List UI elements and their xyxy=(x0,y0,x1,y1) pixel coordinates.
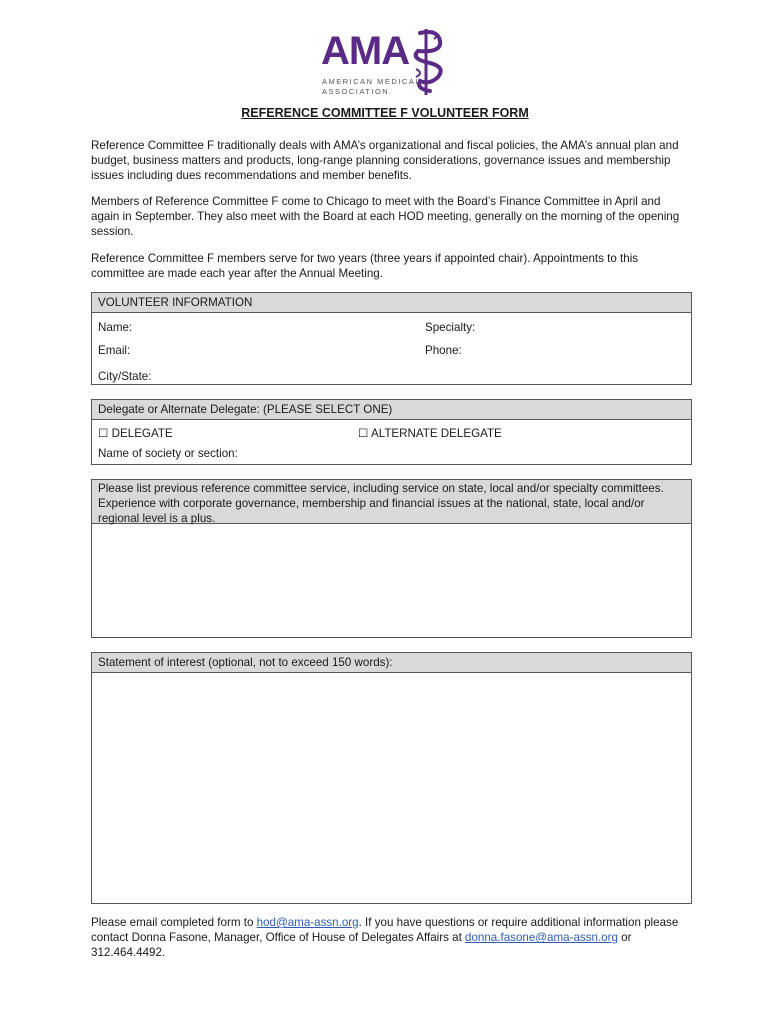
checkbox-icon[interactable]: ☐ xyxy=(98,427,109,440)
phone-field[interactable]: Phone: xyxy=(425,344,462,357)
volunteer-info-section xyxy=(91,292,692,385)
logo-subtitle xyxy=(322,77,421,97)
name-field[interactable]: Name: xyxy=(98,321,133,334)
form-title: REFERENCE COMMITTEE F VOLUNTEER FORM xyxy=(241,106,529,120)
alternate-delegate-option[interactable] xyxy=(358,427,502,441)
logo-subtitle-line1: AMERICAN MEDICAL xyxy=(322,77,422,86)
delegate-option-label: DELEGATE xyxy=(111,427,173,440)
intro-paragraph-3: Reference Committee F members serve for two years (three years if appointed chair). Appointments to this committee are made each year after the Annual Meeting. xyxy=(91,252,639,281)
contact-email-link[interactable]: donna.fasone@ama-assn.org xyxy=(465,931,618,945)
delegate-header: Delegate or Alternate Delegate: (PLEASE SELECT ONE) xyxy=(92,400,691,420)
alternate-delegate-option-label: ALTERNATE DELEGATE xyxy=(371,427,502,440)
experience-section xyxy=(91,479,692,638)
statement-header: Statement of interest (optional, not to exceed 150 words): xyxy=(92,653,691,673)
hod-email-link[interactable]: hod@ama-assn.org xyxy=(256,916,359,929)
delegate-option[interactable] xyxy=(98,427,173,441)
checkbox-icon[interactable]: ☐ xyxy=(358,427,369,440)
experience-textarea[interactable] xyxy=(92,524,691,636)
delegate-section xyxy=(91,399,692,465)
statement-section xyxy=(91,652,692,904)
specialty-field[interactable]: Specialty: xyxy=(425,321,476,334)
footer-text-2: . If you have questions or require additional information please contact Donna Fasone, Manager, Office of House of Delegates Affairs at xyxy=(91,916,679,945)
volunteer-info-header: VOLUNTEER INFORMATION xyxy=(92,293,691,313)
city-state-field[interactable]: City/State: xyxy=(98,370,152,383)
intro-paragraph-1: Reference Committee F traditionally deals with AMA’s organizational and fiscal policies, the AMA’s annual plan and budget, business matters and products, long-range planning considerations, governance issues and membership issues including dues recommendations and member benefits. xyxy=(91,139,679,183)
logo-subtitle-line2: ASSOCIATION xyxy=(322,87,390,96)
society-field[interactable]: Name of society or section: xyxy=(98,447,238,460)
footer-text-3: or 312.464.4492. xyxy=(91,931,632,960)
footer-text-1: Please email completed form to xyxy=(91,916,257,929)
intro-paragraph-2: Members of Reference Committee F come to Chicago to meet with the Board’s Finance Committee in April and again in September. They also meet with the Board at each HOD meeting, generally on the morning of the opening session. xyxy=(91,195,680,239)
logo-text: AMA xyxy=(321,29,410,73)
experience-header: Please list previous reference committee service, including service on state, local and/or specialty committees. Experience with corporate governance, membership and financial issues at the national, state, local and/or regional level is a plus. xyxy=(92,480,691,524)
ama-logo xyxy=(318,25,458,100)
email-field[interactable]: Email: xyxy=(98,344,131,357)
footer-instructions xyxy=(91,915,691,961)
statement-textarea[interactable] xyxy=(92,673,691,904)
